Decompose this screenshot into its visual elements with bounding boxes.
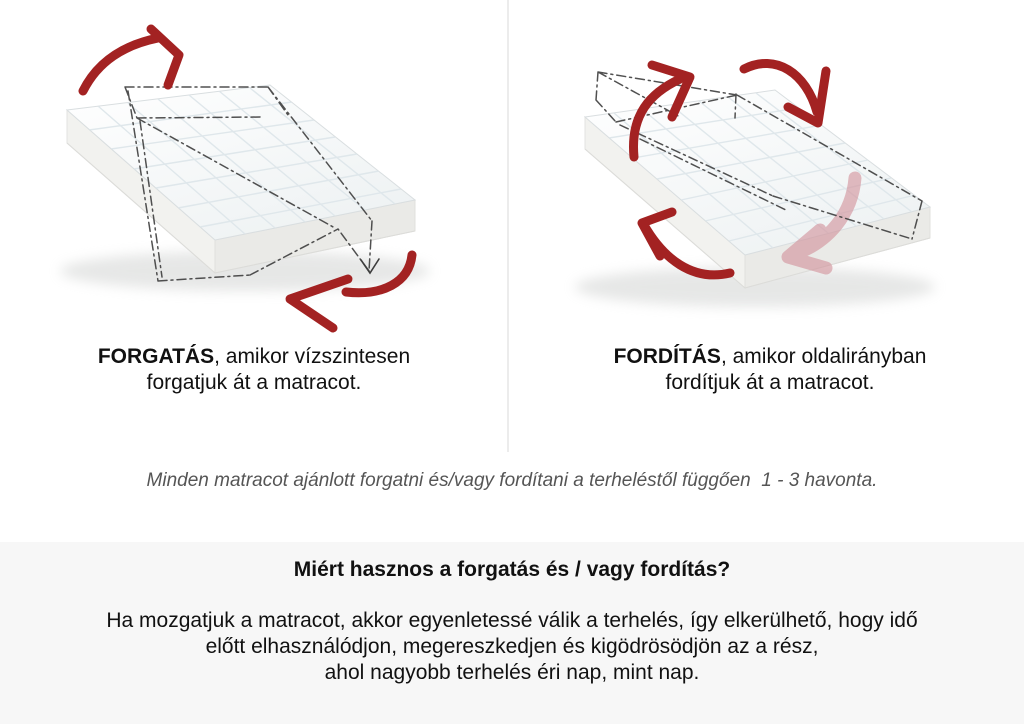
rotate-arrow-top-icon: [83, 29, 179, 91]
why-useful-section: [0, 542, 1024, 724]
term-forgatas-suffix: , amikor vízszintesen: [214, 345, 411, 368]
caption-forditas: [516, 344, 1024, 396]
caption-forditas-line1: [516, 344, 1024, 370]
term-forditas-suffix: , amikor oldalirányban: [720, 345, 927, 368]
term-forgatas: FORGATÁS: [97, 345, 215, 368]
section-heading: Miért hasznos a forgatás és / vagy fordítás?: [293, 558, 731, 581]
mattress-flip-sideways-illustration: [560, 15, 1000, 335]
panel-forgatas: [0, 0, 508, 460]
body-line: előtt elhasználódjon, megereszkedjen és kigödrösödjön az a rész,: [205, 635, 819, 658]
recommendation-note: Minden matracot ajánlott forgatni és/vagy fordítani a terheléstől függően 1 - 3 havonta.: [146, 470, 878, 491]
caption-forditas-line2: fordítjuk át a matracot.: [665, 371, 875, 394]
panel-forditas: [516, 0, 1024, 460]
body-line: ahol nagyobb terhelés éri nap, mint nap.: [324, 661, 700, 684]
caption-forgatas-line1: [0, 344, 508, 370]
body-line: Ha mozgatjuk a matracot, akkor egyenletessé válik a terhelés, így elkerülhető, hogy idő: [106, 609, 918, 632]
term-forditas: FORDÍTÁS: [613, 345, 721, 368]
mattress: [67, 85, 415, 273]
caption-forgatas: [0, 344, 508, 396]
section-body: [0, 608, 1024, 686]
mattress-rotate-horizontal-illustration: [40, 15, 480, 335]
panel-divider: [507, 0, 509, 452]
caption-forgatas-line2: forgatjuk át a matracot.: [146, 371, 362, 394]
